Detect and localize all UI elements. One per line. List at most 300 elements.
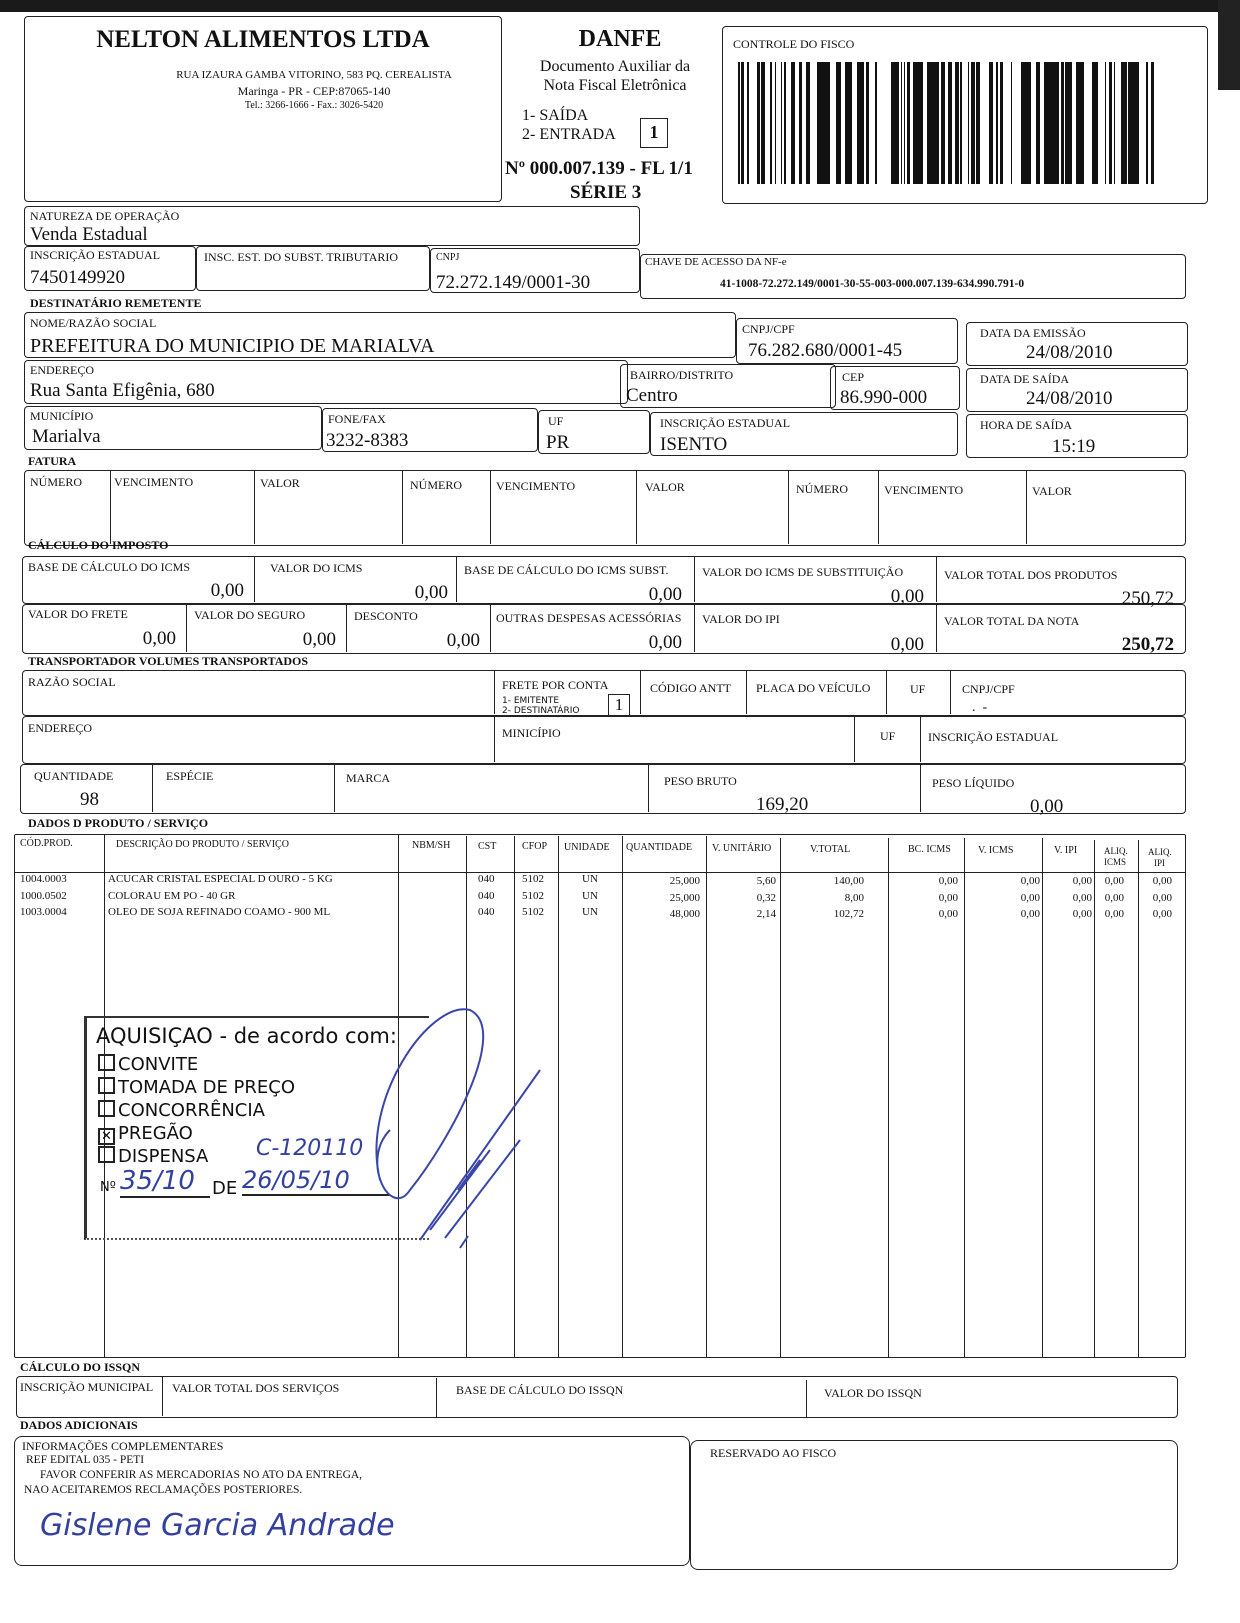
- transp-cnpj-label: CNPJ/CPF: [962, 682, 1015, 696]
- bc-st-value: 0,00: [648, 584, 682, 605]
- transp-peso-bruto-label: PESO BRUTO: [664, 774, 737, 788]
- transp-frete-val: 1: [614, 695, 624, 714]
- fatura-divider: [788, 470, 789, 544]
- ipi-value: 0,00: [890, 634, 924, 655]
- chave-value: 41-1008-72.272.149/0001-30-55-003-000.007.139-634.990.791-0: [720, 278, 1025, 290]
- cell-bc: 0,00: [938, 875, 958, 887]
- cell-vicms: 0,00: [1020, 892, 1040, 904]
- bc-icms-value: 0,00: [210, 580, 244, 601]
- barcode-bar: [1029, 62, 1031, 184]
- barcode-bar: [1011, 62, 1012, 184]
- cell-qtd: 25,000: [669, 892, 700, 904]
- transp-divider: [494, 670, 495, 714]
- dest-cnpj-label: CNPJ/CPF: [742, 322, 795, 336]
- danfe-title: DANFE: [578, 26, 662, 52]
- stamp-opt-convite: [98, 1054, 198, 1075]
- fatura-divider: [1026, 470, 1027, 544]
- info-linha1: REF EDITAL 035 - PETI: [26, 1454, 145, 1466]
- barcode-bar: [896, 62, 899, 184]
- danfe-subtitle-1: Documento Auxiliar da: [539, 58, 691, 75]
- barcode-bar: [827, 62, 830, 184]
- transp-divider: [648, 764, 649, 812]
- barcode-bar: [1061, 62, 1064, 184]
- scan-top-edge: [0, 0, 1240, 12]
- imposto-divider: [490, 604, 491, 652]
- stamp-de-label: DE: [212, 1178, 238, 1199]
- th-vipi: V. IPI: [1054, 845, 1078, 856]
- transp-razao-label: RAZÃO SOCIAL: [28, 675, 116, 689]
- info-linha2: FAVOR CONFERIR AS MERCADORIAS NO ATO DA ENTREGA,: [40, 1469, 363, 1481]
- barcode-bar: [1021, 62, 1024, 184]
- info-label: INFORMAÇÕES COMPLEMENTARES: [22, 1439, 224, 1453]
- barcode-bar: [791, 62, 795, 184]
- barcode-bar: [860, 62, 863, 184]
- seguro-label: VALOR DO SEGURO: [194, 608, 306, 622]
- barcode-bar: [799, 62, 802, 184]
- barcode-bar: [929, 62, 933, 184]
- th-desc: DESCRIÇÃO DO PRODUTO / SERVIÇO: [116, 839, 289, 850]
- natureza-value: Venda Estadual: [30, 224, 148, 245]
- transp-section: TRANSPORTADOR VOLUMES TRANSPORTADOS: [28, 654, 309, 668]
- th-vtotal: V.TOTAL: [810, 844, 851, 855]
- cell-aipi: 0,00: [1152, 875, 1172, 887]
- cell-vunit: 0,32: [756, 892, 776, 904]
- issqn-v-label: VALOR DO ISSQN: [824, 1386, 922, 1400]
- barcode-bar: [1109, 62, 1112, 184]
- cell-qtd: 25,000: [669, 875, 700, 887]
- th-bcicms: BC. ICMS: [908, 844, 951, 855]
- transp-divider: [886, 670, 887, 714]
- frete-label: VALOR DO FRETE: [28, 607, 128, 621]
- fatura-section: FATURA: [28, 454, 77, 468]
- total-nota-value: 250,72: [1121, 634, 1174, 655]
- barcode-bar: [1037, 62, 1040, 184]
- stamp-title: AQUISIÇAO - de acordo com:: [96, 1024, 397, 1048]
- th-aliq-icms-2: ICMS: [1104, 857, 1127, 867]
- dest-uf-label: UF: [548, 414, 564, 428]
- barcode-bar: [1114, 62, 1115, 184]
- fatura-divider: [490, 470, 491, 544]
- cell-un: UN: [582, 873, 598, 885]
- ie-st-label: INSC. EST. DO SUBST. TRIBUTARIO: [204, 250, 399, 264]
- fatura-header: VALOR: [1032, 484, 1072, 498]
- dest-nome-label: NOME/RAZÃO SOCIAL: [30, 316, 157, 330]
- cell-vtotal: 8,00: [844, 892, 864, 904]
- cell-vunit: 5,60: [756, 875, 776, 887]
- danfe-tipo: 1: [649, 122, 659, 142]
- barcode-bar: [989, 62, 993, 184]
- transp-especie-label: ESPÉCIE: [166, 769, 214, 783]
- barcode-bar: [1105, 62, 1106, 184]
- barcode: [738, 62, 1158, 187]
- cell-cst: 040: [478, 873, 495, 885]
- barcode-bar: [1092, 62, 1094, 184]
- reservado-label: RESERVADO AO FISCO: [710, 1446, 837, 1460]
- barcode-bar: [1132, 62, 1136, 184]
- imposto-section: CÁLCULO DO IMPOSTO: [28, 538, 169, 552]
- total-prod-label: VALOR TOTAL DOS PRODUTOS: [944, 568, 1118, 582]
- stamp-n-label: Nº: [100, 1180, 116, 1195]
- th-cst: CST: [478, 841, 497, 852]
- fatura-divider: [402, 470, 403, 544]
- fatura-divider: [110, 470, 111, 544]
- th-aliq-icms: ALIQ.: [1104, 846, 1128, 856]
- barcode-bar: [836, 62, 839, 184]
- dest-ie-label: INSCRIÇÃO ESTADUAL: [660, 416, 791, 430]
- transp-municipio-label: MINICÍPIO: [502, 726, 561, 740]
- transp-divider: [152, 764, 153, 812]
- cell-vipi: 0,00: [1072, 908, 1092, 920]
- col-divider: [780, 838, 781, 1358]
- barcode-bar: [1123, 62, 1127, 184]
- issqn-bc-label: BASE DE CÁLCULO DO ISSQN: [456, 1383, 624, 1397]
- transp-frete-op2: 2- DESTINATÁRIO: [502, 706, 580, 716]
- stamp-opt-concorrencia: [98, 1100, 265, 1121]
- transp-frete-label: FRETE POR CONTA: [502, 678, 609, 692]
- barcode-bar: [894, 62, 896, 184]
- ie-label: INSCRIÇÃO ESTADUAL: [30, 248, 161, 262]
- cell-bc: 0,00: [938, 908, 958, 920]
- dest-section: DESTINATÁRIO REMETENTE: [30, 296, 202, 310]
- checkbox-empty-icon: [98, 1146, 115, 1163]
- cell-vicms: 0,00: [1020, 875, 1040, 887]
- barcode-bar: [747, 62, 749, 184]
- info-linha3: NAO ACEITAREMOS RECLAMAÇÕES POSTERIORES.: [24, 1484, 303, 1496]
- barcode-bar: [851, 62, 852, 184]
- barcode-bar: [901, 62, 902, 184]
- issqn-divider: [806, 1380, 807, 1418]
- barcode-bar: [757, 62, 760, 184]
- barcode-bar: [996, 62, 998, 184]
- danfe-entrada: 2- ENTRADA: [522, 126, 616, 143]
- cell-aicms: 0,00: [1104, 892, 1124, 904]
- barcode-bar: [781, 62, 782, 184]
- icms-value: 0,00: [414, 582, 448, 603]
- total-nota-label: VALOR TOTAL DA NOTA: [944, 614, 1080, 628]
- cell-un: UN: [582, 906, 598, 918]
- danfe-subtitle-2: Nota Fiscal Eletrônica: [543, 77, 687, 94]
- dest-hora: 15:19: [1052, 436, 1096, 457]
- dest-municipio-label: MUNICÍPIO: [30, 409, 94, 423]
- barcode-bar: [1000, 62, 1001, 184]
- cell-vtotal: 140,00: [833, 875, 864, 887]
- barcode-bar: [743, 62, 744, 184]
- controle-fisco-label: CONTROLE DO FISCO: [733, 37, 855, 51]
- dest-hora-label: HORA DE SAÍDA: [980, 418, 1073, 432]
- dest-ie: ISENTO: [660, 434, 728, 455]
- barcode-bar: [846, 62, 848, 184]
- imposto-divider: [936, 556, 937, 602]
- barcode-bar: [971, 62, 975, 184]
- transp-marca-label: MARCA: [346, 771, 391, 785]
- outras-value: 0,00: [648, 632, 682, 653]
- cell-qtd: 48,000: [669, 908, 700, 920]
- cell-cst: 040: [478, 890, 495, 902]
- natureza-label: NATUREZA DE OPERAÇÃO: [30, 209, 180, 223]
- barcode-bar: [866, 62, 869, 184]
- th-ncm: NBM/SH: [412, 840, 451, 851]
- imposto-divider: [254, 556, 255, 602]
- dest-nome: PREFEITURA DO MUNICIPIO DE MARIALVA: [30, 335, 435, 357]
- th-cod: CÓD.PROD.: [20, 838, 73, 849]
- barcode-bar: [785, 62, 786, 184]
- fatura-box: [24, 470, 1186, 546]
- barcode-bar: [941, 62, 945, 184]
- transp-qtd: 98: [80, 789, 99, 810]
- barcode-bar: [738, 62, 740, 184]
- cell-aicms: 0,00: [1104, 875, 1124, 887]
- barcode-bar: [892, 62, 894, 184]
- dest-fone-label: FONE/FAX: [328, 412, 386, 426]
- th-aliq-ipi-2: IPI: [1154, 858, 1165, 868]
- signature-scribble: [320, 980, 560, 1270]
- transp-antt-label: CÓDIGO ANTT: [650, 681, 731, 695]
- fatura-header: NÚMERO: [796, 482, 849, 496]
- danfe-serie: SÉRIE 3: [570, 182, 642, 203]
- cell-vipi: 0,00: [1072, 892, 1092, 904]
- bc-icms-label: BASE DE CÁLCULO DO ICMS: [28, 560, 191, 574]
- transp-peso-liq-label: PESO LÍQUIDO: [932, 776, 1015, 790]
- barcode-bar: [863, 62, 864, 184]
- dest-emissao-label: DATA DA EMISSÃO: [980, 326, 1086, 340]
- barcode-bar: [1036, 62, 1037, 184]
- transp-peso-bruto: 169,20: [756, 794, 809, 815]
- barcode-bar: [1055, 62, 1059, 184]
- frete-value: 0,00: [142, 628, 176, 649]
- dest-bairro: Centro: [626, 385, 678, 406]
- transp-qtd-label: QUANTIDADE: [34, 769, 114, 783]
- barcode-bar: [913, 62, 914, 184]
- barcode-bar: [927, 62, 929, 184]
- ipi-label: VALOR DO IPI: [702, 612, 780, 626]
- issqn-vts-label: VALOR TOTAL DOS SERVIÇOS: [172, 1381, 340, 1395]
- stamp-opt-label: CONVITE: [118, 1054, 199, 1075]
- barcode-bar: [823, 62, 827, 184]
- dest-cep: 86.990-000: [840, 387, 928, 408]
- barcode-bar: [977, 62, 978, 184]
- emitente-nome: NELTON ALIMENTOS LTDA: [96, 26, 430, 53]
- dest-endereco-label: ENDEREÇO: [30, 363, 94, 377]
- total-prod-value: 250,72: [1121, 588, 1174, 609]
- barcode-bar: [917, 62, 921, 184]
- cell-cod: 1000.0502: [20, 890, 67, 902]
- imposto-divider: [456, 556, 457, 602]
- barcode-bar: [1151, 62, 1154, 184]
- th-vicms: V. ICMS: [978, 845, 1014, 856]
- scan-right-edge: [1218, 0, 1240, 90]
- issqn-divider: [436, 1378, 437, 1418]
- ie-value: 7450149920: [30, 267, 125, 288]
- stamp-opt-label: CONCORRÊNCIA: [118, 1100, 265, 1121]
- dest-municipio: Marialva: [32, 426, 101, 447]
- imposto-divider: [346, 604, 347, 652]
- barcode-bar: [936, 62, 939, 184]
- fatura-header: NÚMERO: [30, 475, 83, 489]
- barcode-bar: [1001, 62, 1003, 184]
- icms-label: VALOR DO ICMS: [270, 561, 363, 575]
- stamp-handwritten-note: C-120110: [256, 1136, 364, 1161]
- stamp-opt-tomada: [98, 1077, 295, 1098]
- cell-cfop: 5102: [522, 906, 544, 918]
- seguro-value: 0,00: [302, 629, 336, 650]
- barcode-bar: [1136, 62, 1139, 184]
- checkbox-checked-icon: ✕: [98, 1128, 115, 1145]
- cell-aipi: 0,00: [1152, 892, 1172, 904]
- barcode-bar: [775, 62, 776, 184]
- danfe-saida: 1- SAÍDA: [522, 107, 589, 124]
- barcode-bar: [1069, 62, 1072, 184]
- barcode-bar: [808, 62, 810, 184]
- barcode-bar: [907, 62, 910, 184]
- icms-st-label: VALOR DO ICMS DE SUBSTITUIÇÃO: [702, 565, 904, 579]
- barcode-bar: [1076, 62, 1078, 184]
- dest-bairro-label: BAIRRO/DISTRITO: [630, 368, 734, 382]
- barcode-bar: [1078, 62, 1082, 184]
- barcode-bar: [976, 62, 977, 184]
- cell-bc: 0,00: [938, 892, 958, 904]
- th-un: UNIDADE: [564, 842, 610, 853]
- th-qtd: QUANTIDADE: [626, 842, 693, 853]
- transp-endereco-label: ENDEREÇO: [28, 721, 92, 735]
- transp-placa-label: PLACA DO VEÍCULO: [756, 681, 871, 695]
- stamp-opt-label: TOMADA DE PREÇO: [118, 1077, 296, 1098]
- fatura-header: VENCIMENTO: [884, 483, 964, 497]
- barcode-bar: [875, 62, 877, 184]
- cell-cst: 040: [478, 906, 495, 918]
- dest-cep-label: CEP: [842, 370, 865, 384]
- barcode-bar: [960, 62, 962, 184]
- barcode-bar: [948, 62, 952, 184]
- transp-divider: [334, 764, 335, 812]
- barcode-bar: [933, 62, 936, 184]
- stamp-n-value: 35/10: [120, 1166, 210, 1198]
- produtos-section: DADOS D PRODUTO / SERVIÇO: [28, 816, 209, 830]
- barcode-bar: [741, 62, 743, 184]
- dest-saida: 24/08/2010: [1026, 388, 1113, 409]
- barcode-bar: [1052, 62, 1054, 184]
- stamp-de-value: 26/05/10: [242, 1166, 390, 1196]
- dest-endereco: Rua Santa Efigênia, 680: [30, 380, 215, 401]
- th-cfop: CFOP: [522, 841, 548, 852]
- imposto-divider: [186, 604, 187, 652]
- barcode-bar: [1094, 62, 1098, 184]
- barcode-bar: [1146, 62, 1148, 184]
- barcode-bar: [1044, 62, 1048, 184]
- barcode-bar: [1082, 62, 1084, 184]
- cell-desc: ACUCAR CRISTAL ESPECIAL D OURO - 5 KG: [108, 873, 333, 885]
- transp-divider: [746, 670, 747, 714]
- danfe-numero: Nº 000.007.139 - FL 1/1: [505, 158, 693, 179]
- issqn-im-label: INSCRIÇÃO MUNICIPAL: [20, 1380, 154, 1394]
- transp-divider: [494, 716, 495, 762]
- dest-cnpj: 76.282.680/0001-45: [748, 340, 903, 361]
- transp-uf-label: UF: [910, 682, 926, 696]
- transp-divider: [640, 670, 641, 714]
- issqn-divider: [162, 1376, 163, 1416]
- barcode-bar: [806, 62, 808, 184]
- emitente-cidade: Maringa - PR - CEP:87065-140: [237, 84, 391, 98]
- dest-emissao: 24/08/2010: [1026, 342, 1113, 363]
- cnpj-label: CNPJ: [436, 252, 460, 263]
- cnpj-value: 72.272.149/0001-30: [436, 272, 591, 293]
- adicionais-section: DADOS ADICIONAIS: [20, 1418, 138, 1432]
- cell-vicms: 0,00: [1020, 908, 1040, 920]
- barcode-bar: [761, 62, 765, 184]
- checkbox-empty-icon: [98, 1077, 115, 1094]
- barcode-bar: [1128, 62, 1132, 184]
- barcode-bar: [784, 62, 785, 184]
- dest-uf: PR: [546, 432, 570, 453]
- barcode-bar: [1121, 62, 1123, 184]
- imposto-divider: [936, 604, 937, 652]
- stamp-opt-label: PREGÃO: [118, 1123, 193, 1144]
- icms-st-value: 0,00: [890, 586, 924, 607]
- cell-cod: 1004.0003: [20, 873, 67, 885]
- desconto-label: DESCONTO: [354, 609, 418, 623]
- barcode-bar: [978, 62, 980, 184]
- stamp-opt-pregao: [98, 1123, 193, 1145]
- transp-ie-label: INSCRIÇÃO ESTADUAL: [928, 730, 1059, 744]
- transp-divider: [920, 764, 921, 812]
- emitente-telefone: Tel.: 3266-1666 - Fax.: 3026-5420: [244, 100, 384, 111]
- barcode-bar: [845, 62, 846, 184]
- barcode-bar: [921, 62, 923, 184]
- fatura-header: NÚMERO: [410, 478, 463, 492]
- bc-st-label: BASE DE CÁLCULO DO ICMS SUBST.: [464, 563, 669, 577]
- barcode-bar: [904, 62, 905, 184]
- fatura-header: VENCIMENTO: [496, 479, 576, 493]
- cell-aipi: 0,00: [1152, 908, 1172, 920]
- barcode-bar: [819, 62, 823, 184]
- transp-divider: [854, 716, 855, 762]
- cell-aicms: 0,00: [1104, 908, 1124, 920]
- fatura-divider: [254, 470, 255, 544]
- dest-saida-label: DATA DE SAÍDA: [980, 372, 1070, 386]
- stamp-opt-dispensa: [98, 1146, 208, 1167]
- checkbox-empty-icon: [98, 1054, 115, 1071]
- fatura-header: VENCIMENTO: [114, 475, 194, 489]
- issqn-section: CÁLCULO DO ISSQN: [20, 1360, 141, 1374]
- barcode-bar: [1065, 62, 1069, 184]
- imposto-divider: [694, 604, 695, 652]
- transp-peso-liq: 0,00: [1030, 796, 1064, 817]
- barcode-bar: [955, 62, 959, 184]
- emitente-endereco: RUA IZAURA GAMBA VITORINO, 583 PQ. CEREALISTA: [176, 69, 452, 81]
- cell-vunit: 2,14: [756, 908, 776, 920]
- barcode-bar: [1025, 62, 1029, 184]
- barcode-bar: [1048, 62, 1052, 184]
- cell-cod: 1003.0004: [20, 906, 67, 918]
- barcode-bar: [968, 62, 969, 184]
- transp-divider: [950, 670, 951, 714]
- barcode-bar: [1054, 62, 1055, 184]
- stamp-opt-label: DISPENSA: [118, 1146, 209, 1167]
- cell-vtotal: 102,72: [833, 908, 864, 920]
- cell-desc: OLEO DE SOJA REFINADO COAMO - 900 ML: [108, 906, 331, 918]
- outras-label: OUTRAS DESPESAS ACESSÓRIAS: [496, 611, 682, 625]
- barcode-bar: [817, 62, 819, 184]
- th-aliq-ipi: ALIQ.: [1148, 847, 1172, 857]
- dest-fone: 3232-8383: [326, 430, 409, 451]
- th-vunit: V. UNITÁRIO: [712, 843, 772, 854]
- transp-cnpj-value: . -: [972, 700, 988, 715]
- barcode-bar: [914, 62, 917, 184]
- fatura-divider: [636, 470, 637, 544]
- cell-desc: COLORAU EM PO - 40 GR: [108, 890, 236, 902]
- barcode-bar: [1024, 62, 1025, 184]
- cell-cfop: 5102: [522, 873, 544, 885]
- barcode-bar: [770, 62, 772, 184]
